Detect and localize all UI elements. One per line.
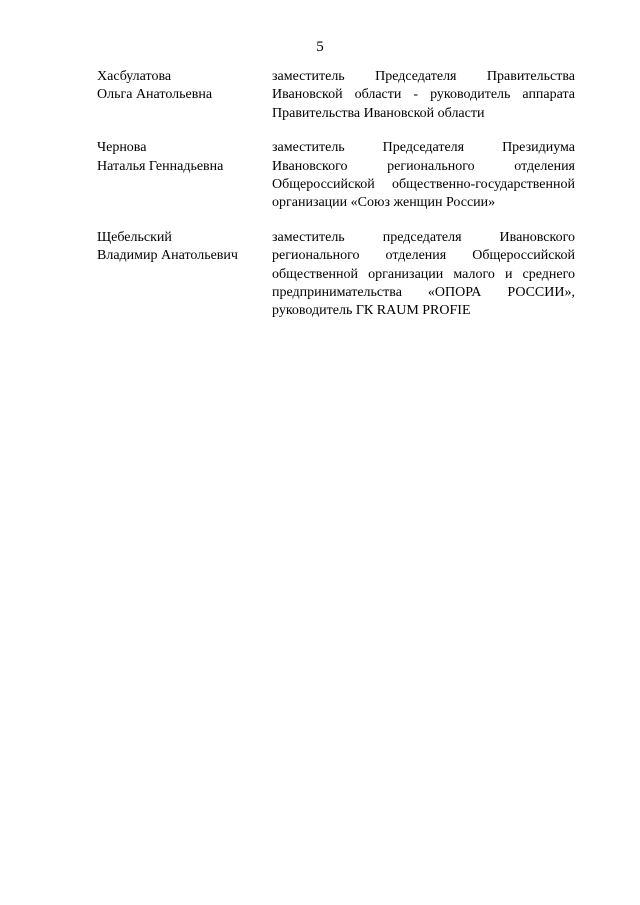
member-position: заместитель председателя Ивановского регионального отделения Общероссийской общественной организации малого и среднего предпринимательства «ОПОРА РОССИИ», руководитель ГК RAUM PROFIE (272, 229, 575, 319)
member-given-names: Наталья Геннадьевна (97, 158, 224, 174)
member-surname: Щебельский (97, 229, 172, 245)
member-name (97, 229, 272, 321)
member-name (97, 139, 272, 213)
page-number: 5 (316, 39, 324, 55)
member-surname: Хасбулатова (97, 69, 172, 84)
member-surname: Чернова (97, 140, 147, 156)
member-position: заместитель Председателя Президиума Ивановского регионального отделения Общероссийской общественно-государственной организации «Союз женщин России» (272, 140, 575, 211)
member-given-names: Ольга Анатольевна (97, 87, 213, 103)
member-list (97, 68, 575, 337)
member-given-names: Владимир Анатольевич (97, 248, 238, 264)
member-name (97, 68, 272, 123)
member-position: заместитель Председателя Правительства Ивановской области - руководитель аппарата Правительства Ивановской области (272, 69, 575, 121)
member-entry (97, 229, 575, 321)
member-entry (97, 139, 575, 213)
member-entry (97, 68, 575, 123)
